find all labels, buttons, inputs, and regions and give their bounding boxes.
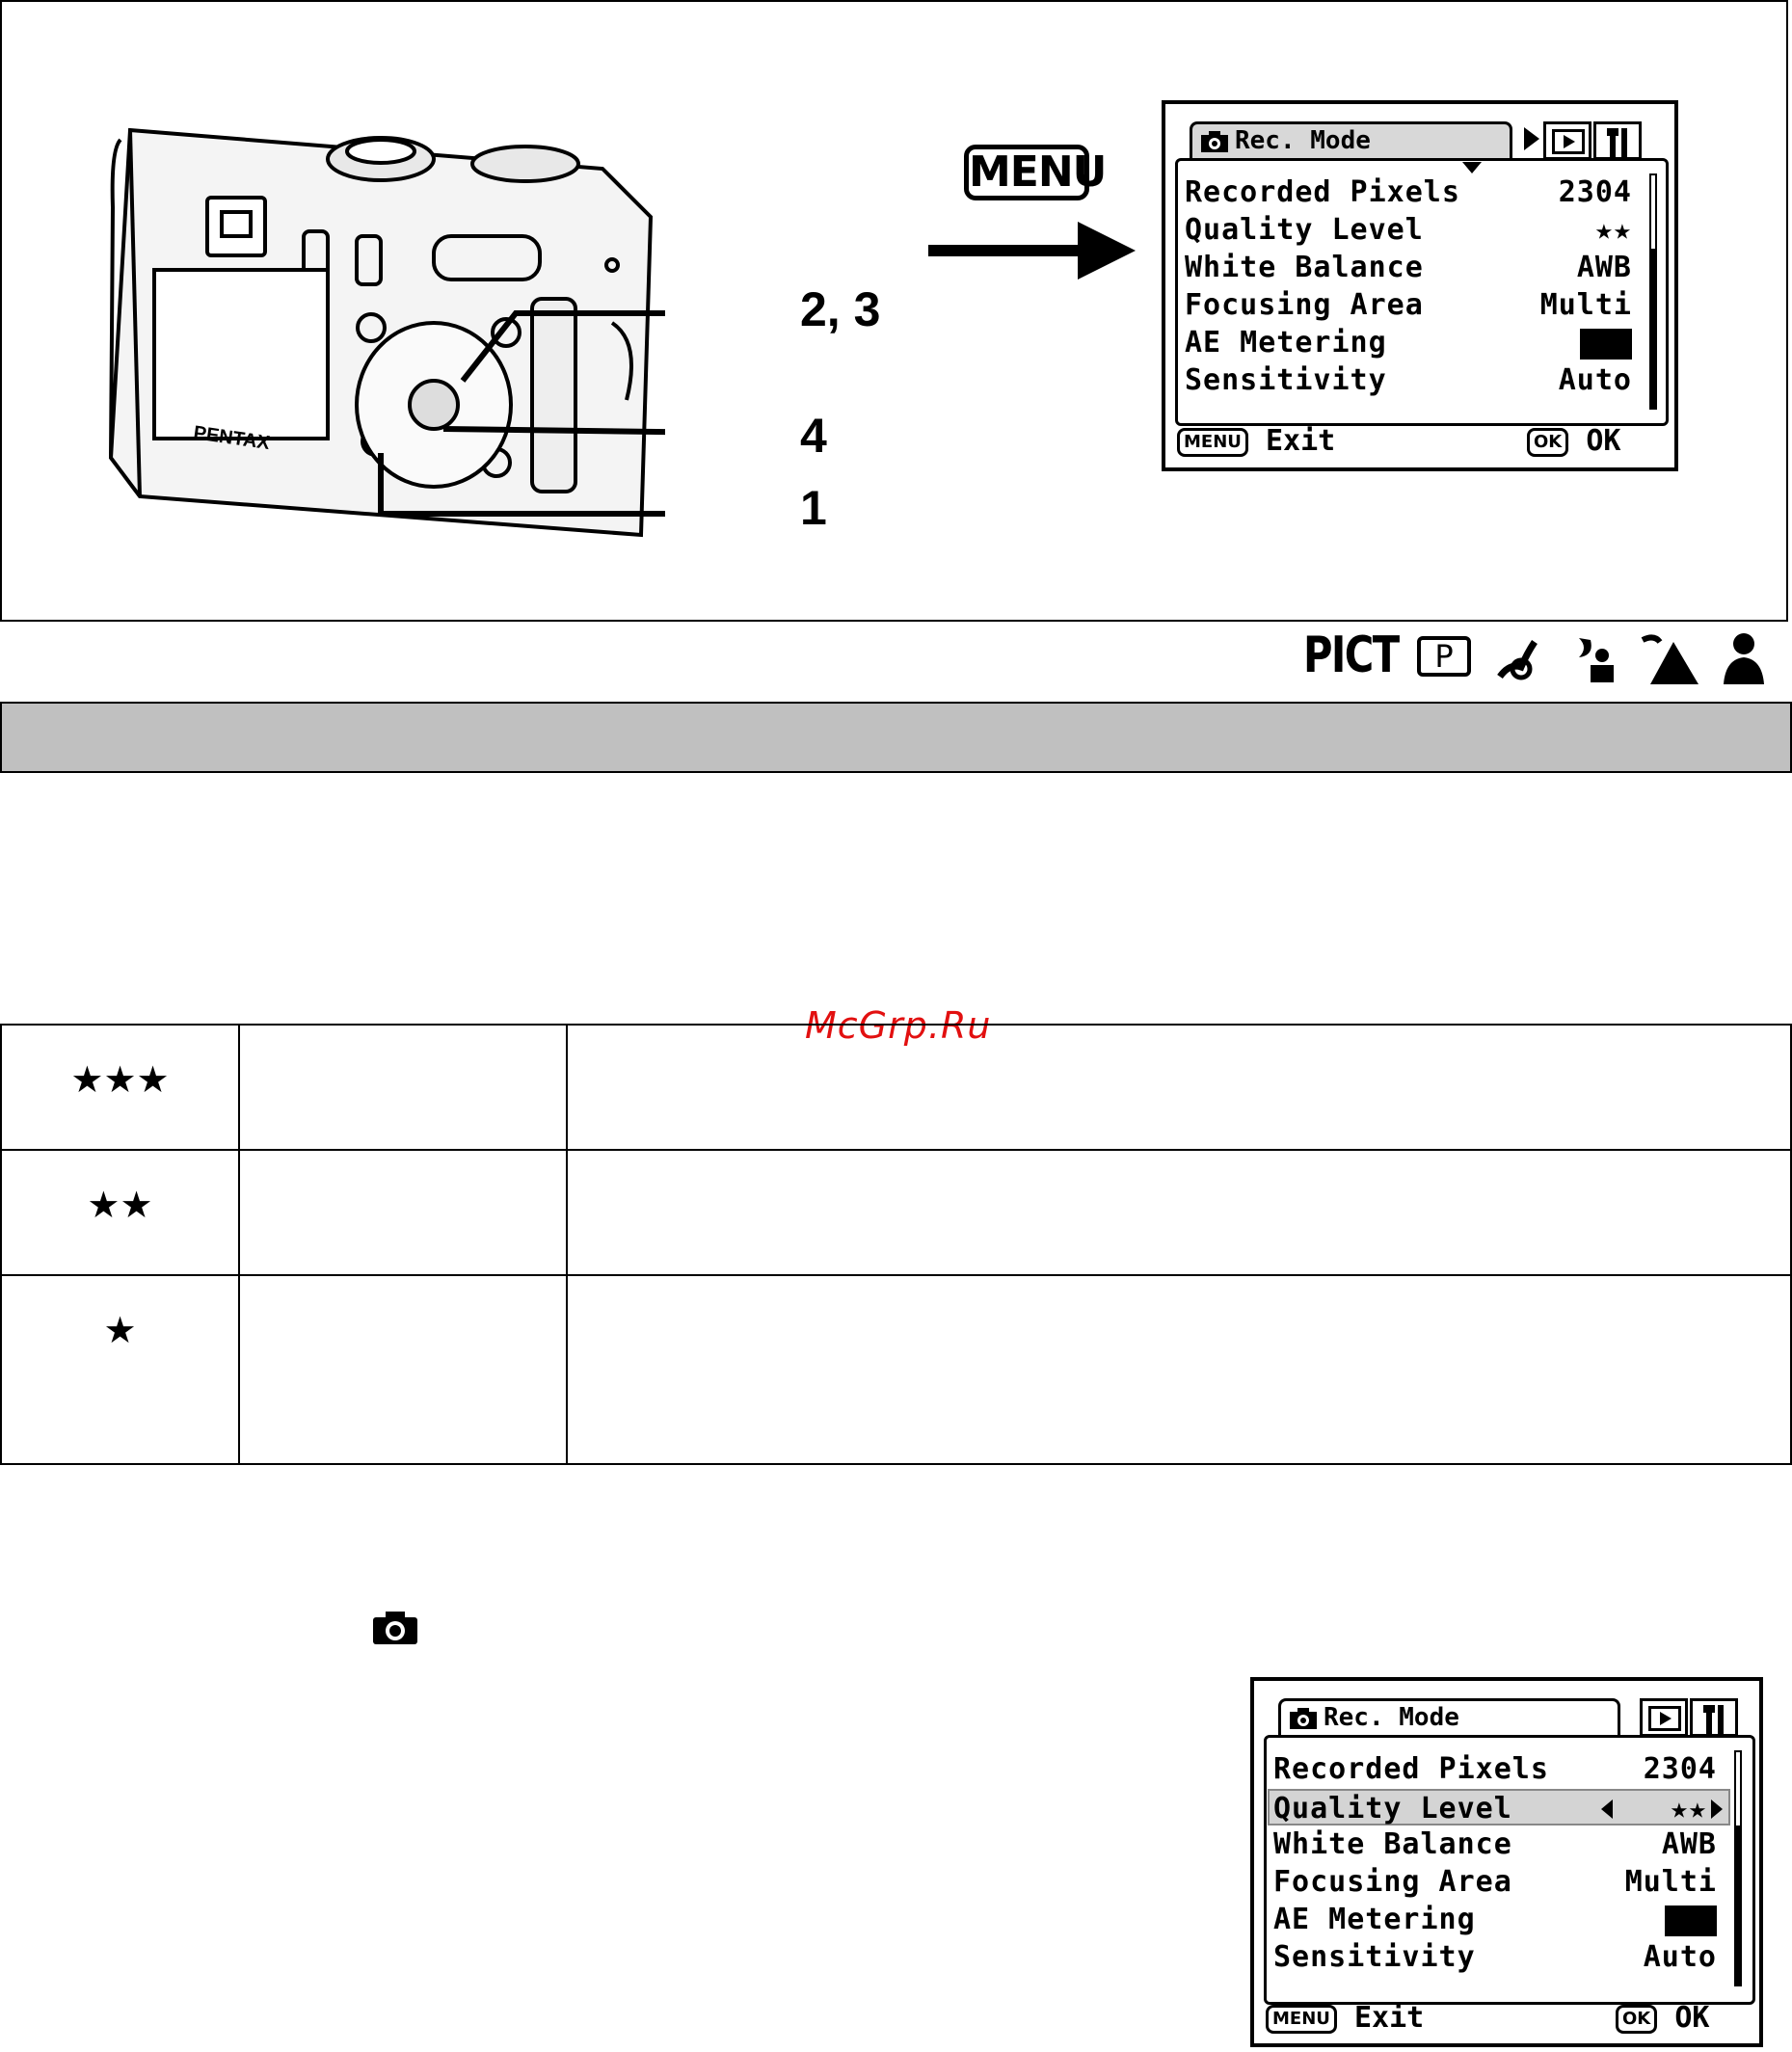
name-cell [239,1150,567,1275]
tab-rec-mode [1278,1698,1620,1737]
setup-tab-icon [1690,1698,1738,1737]
table-row [1,1275,1791,1464]
scrollbar-thumb [1649,249,1657,410]
description-cell [567,1025,1791,1150]
metering-icon [1580,325,1632,361]
menu-row-focusing-area: Focusing Area Multi [1273,1865,1717,1899]
camera-illustration [101,92,665,559]
tab-title: Rec. Mode [1235,126,1371,155]
setup-tab-icon [1593,121,1642,160]
tab-rec-mode [1190,121,1512,160]
name-cell [239,1275,567,1464]
night-scene-icon [1567,632,1621,686]
watermark: McGrp.Ru [805,1004,992,1047]
playback-tab-icon [1640,1698,1688,1737]
mode-icons-strip [1303,625,1776,692]
chevron-right-icon[interactable] [1711,1799,1723,1819]
pict-mode-label: PICT [1303,626,1399,684]
menu-key-label: MENU [964,145,1089,200]
portrait-icon [1720,630,1768,686]
description-cell [567,1150,1791,1275]
arrow-right-icon [928,217,1136,284]
camera-icon [1289,1707,1318,1730]
footer-ok: OK OK [1527,422,1620,461]
menu-row-white-balance: White Balance AWB [1185,251,1632,284]
menu-row-sensitivity: Sensitivity Auto [1185,363,1632,397]
stars-cell: ★ [1,1275,239,1464]
program-mode-icon: P [1417,636,1471,677]
callout-2-3: 2, 3 [800,282,881,336]
stars-cell: ★★★ [1,1025,239,1150]
table-row [1,1025,1791,1150]
camera-mode-icon [371,1610,419,1646]
footer-exit: MENU Exit [1177,422,1335,461]
name-cell [239,1025,567,1150]
menu-row-quality-level-selected[interactable]: Quality Level ★★ [1268,1789,1730,1825]
footer-exit: MENU Exit [1266,1999,1424,2038]
tab-title: Rec. Mode [1324,1703,1459,1732]
playback-tab-icon [1543,121,1591,160]
description-cell [567,1275,1791,1464]
chevron-left-icon[interactable] [1601,1799,1613,1819]
menu-key-icon: MENU [1266,2005,1337,2034]
ok-key-icon: OK [1527,428,1568,457]
menu-row-ae-metering: AE Metering [1273,1902,1717,1938]
camera-brand: PENTAX [192,422,272,455]
ok-key-icon: OK [1616,2005,1657,2034]
metering-icon [1665,1902,1717,1938]
menu-key-icon: MENU [1177,428,1248,457]
menu-row-focusing-area: Focusing Area Multi [1185,288,1632,322]
menu-row-recorded-pixels: Recorded Pixels 2304 [1273,1752,1717,1786]
table-row [1,1150,1791,1275]
lcd-screen-top [1162,100,1678,471]
callout-1: 1 [800,481,827,535]
tab-arrow-icon [1524,127,1539,150]
camera-icon [1200,130,1229,153]
section-heading-bar [0,702,1792,773]
lcd-screen-bottom [1250,1677,1763,2047]
menu-row-ae-metering: AE Metering [1185,325,1632,361]
callout-4: 4 [800,409,827,463]
menu-row-sensitivity: Sensitivity Auto [1273,1940,1717,1974]
stars-cell: ★★ [1,1150,239,1275]
scrollbar-thumb [1734,1825,1742,1986]
menu-row-quality-level: Quality Level ★★ [1185,213,1632,247]
quality-level-table [0,1024,1792,1465]
footer-ok: OK OK [1616,1999,1709,2038]
action-mode-icon [1492,634,1542,684]
menu-row-recorded-pixels: Recorded Pixels 2304 [1185,175,1632,209]
menu-row-white-balance: White Balance AWB [1273,1827,1717,1861]
landscape-icon [1641,632,1700,686]
